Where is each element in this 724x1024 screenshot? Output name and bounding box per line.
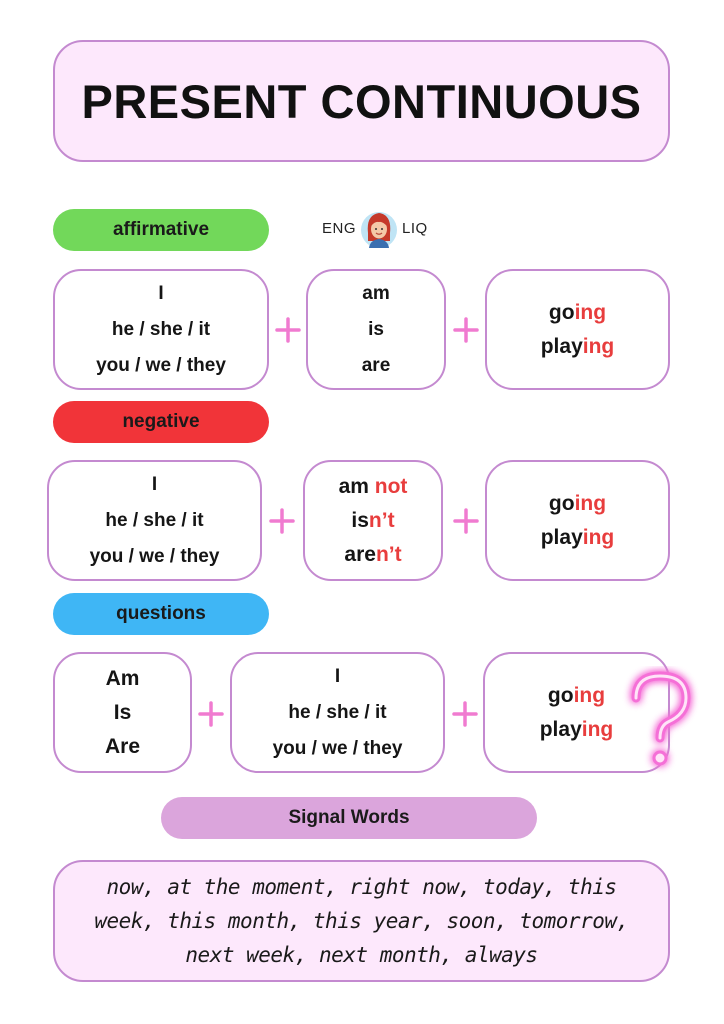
questions-label bbox=[53, 593, 269, 635]
verb-am: am bbox=[362, 282, 390, 304]
questions-subjects-box bbox=[230, 652, 445, 773]
plus-icon bbox=[452, 507, 480, 535]
plus-icon bbox=[274, 316, 302, 344]
negative-label bbox=[53, 401, 269, 443]
avatar-icon bbox=[360, 207, 398, 249]
subject-you-we-they: you / we / they bbox=[89, 545, 220, 567]
engliq-logo bbox=[322, 206, 438, 250]
subject-i: I bbox=[334, 665, 341, 687]
verb-arent: aren’t bbox=[344, 542, 402, 566]
signal-words-label-text: Signal Words bbox=[288, 807, 410, 828]
subject-i: I bbox=[151, 473, 158, 495]
plus-icon bbox=[268, 507, 296, 535]
subject-he-she-it: he / she / it bbox=[105, 509, 204, 531]
plus-icon bbox=[451, 700, 479, 728]
negative-subjects-box bbox=[47, 460, 262, 581]
subject-he-she-it: he / she / it bbox=[111, 318, 211, 340]
signal-words-text bbox=[94, 870, 628, 972]
verb-am-not: am not bbox=[338, 474, 408, 498]
negative-participles-box bbox=[485, 460, 670, 581]
negative-label-text: negative bbox=[122, 411, 200, 432]
questions-verbs-box bbox=[53, 652, 192, 773]
verb-is: Is bbox=[113, 700, 132, 724]
subject-he-she-it: he / she / it bbox=[288, 701, 387, 723]
signal-words-label bbox=[161, 797, 537, 839]
signal-words-box bbox=[53, 860, 670, 982]
signal-line: week, this month, this year, soon, tomorrow, bbox=[94, 909, 629, 933]
affirmative-label bbox=[53, 209, 269, 251]
participle-playing: playing bbox=[539, 717, 614, 741]
affirmative-label-text: affirmative bbox=[112, 219, 210, 240]
plus-icon bbox=[197, 700, 225, 728]
verb-are: Are bbox=[104, 734, 141, 758]
negative-verbs-box bbox=[303, 460, 443, 581]
participle-playing: playing bbox=[540, 525, 615, 549]
signal-line: next week, next month, always bbox=[185, 943, 538, 967]
verb-isnt: isn’t bbox=[351, 508, 395, 532]
questions-label-text: questions bbox=[116, 603, 206, 624]
question-mark-icon bbox=[622, 666, 702, 776]
subject-you-we-they: you / we / they bbox=[272, 737, 403, 759]
affirmative-participles-box bbox=[485, 269, 670, 390]
plus-icon bbox=[452, 316, 480, 344]
participle-going: going bbox=[548, 491, 607, 515]
verb-is: is bbox=[368, 318, 384, 340]
page-title: PRESENT CONTINUOUS bbox=[81, 74, 642, 128]
affirmative-verbs-box bbox=[306, 269, 446, 390]
verb-am: Am bbox=[105, 666, 140, 690]
participle-going: going bbox=[548, 300, 607, 324]
title-banner bbox=[53, 40, 670, 162]
verb-are: are bbox=[361, 354, 391, 376]
logo-left-text: ENG bbox=[322, 219, 357, 237]
affirmative-subjects-box bbox=[53, 269, 269, 390]
logo-right-text: LIQ bbox=[402, 219, 428, 237]
participle-playing: playing bbox=[540, 334, 615, 358]
subject-i: I bbox=[158, 282, 164, 304]
signal-line: now, at the moment, right now, today, this bbox=[106, 875, 617, 899]
subject-you-we-they: you / we / they bbox=[96, 354, 226, 376]
participle-going: going bbox=[547, 683, 606, 707]
